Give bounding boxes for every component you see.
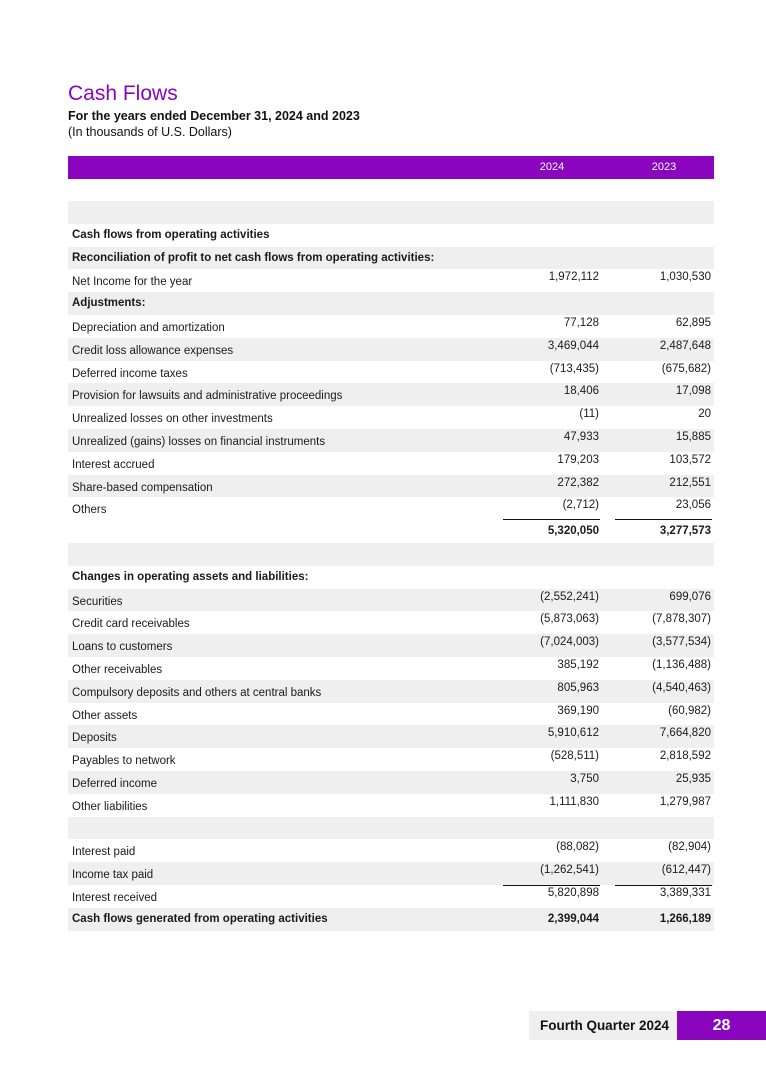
value-2024: (88,082) <box>556 841 599 854</box>
value-2024: 5,820,898 <box>547 886 599 899</box>
table-row <box>68 338 714 361</box>
row-label: Unrealized losses on other investments <box>72 413 273 426</box>
value-2023: 7,664,820 <box>659 727 711 740</box>
table-row <box>68 657 714 680</box>
value-2024: (1,262,541) <box>540 864 599 877</box>
table-row <box>68 269 714 292</box>
value-2024: (713,435) <box>549 362 599 375</box>
value-2023: 62,895 <box>675 316 711 329</box>
table-row <box>68 497 714 520</box>
row-label: Interest accrued <box>72 458 155 471</box>
table-row <box>68 429 714 452</box>
row-label: Changes in operating assets and liabilities: <box>72 570 309 583</box>
table-row-spacer <box>68 201 714 224</box>
value-2023: (82,904) <box>668 841 711 854</box>
row-label: Interest received <box>72 891 158 904</box>
table-row-section-header <box>68 292 714 315</box>
table-row-section-header <box>68 224 714 247</box>
row-label: Securities <box>72 595 123 608</box>
page-number: 28 <box>677 1011 766 1040</box>
table-row <box>68 862 714 885</box>
table-row <box>68 406 714 429</box>
value-2023: (612,447) <box>661 864 711 877</box>
table-row <box>68 839 714 862</box>
row-label: Interest paid <box>72 846 136 859</box>
value-2023: 1,279,987 <box>659 795 711 808</box>
value-2024: 272,382 <box>557 476 599 489</box>
value-2024: 5,910,612 <box>547 727 599 740</box>
row-label: Share-based compensation <box>72 481 213 494</box>
table-row-total <box>68 908 714 931</box>
value-2023: 2,818,592 <box>659 750 711 763</box>
value-2023: 23,056 <box>675 499 711 512</box>
value-2023: 20 <box>698 408 711 421</box>
row-label: Cash flows generated from operating activities <box>72 912 328 925</box>
value-2024: (7,024,003) <box>540 636 599 649</box>
table-row <box>68 680 714 703</box>
value-2023: 699,076 <box>669 590 711 603</box>
table-row <box>68 771 714 794</box>
value-2024: 3,469,044 <box>547 339 599 352</box>
row-label: Depreciation and amortization <box>72 321 225 334</box>
row-label: Credit loss allowance expenses <box>72 344 234 357</box>
row-label: Other assets <box>72 709 138 722</box>
value-2023: 3,389,331 <box>659 886 711 899</box>
value-2024: 77,128 <box>563 316 599 329</box>
table-row-spacer <box>68 817 714 840</box>
row-label: Net Income for the year <box>72 276 193 289</box>
report-period-label: Fourth Quarter 2024 <box>529 1011 677 1040</box>
table-row <box>68 885 714 908</box>
value-2024: 18,406 <box>563 385 599 398</box>
table-row-section-header <box>68 566 714 589</box>
value-2023: 1,030,530 <box>659 271 711 284</box>
column-header-2023: 2023 <box>651 161 677 173</box>
column-header-2024: 2024 <box>539 161 565 173</box>
table-row-section-header <box>68 247 714 270</box>
value-2023: (4,540,463) <box>652 681 711 694</box>
value-2023: 15,885 <box>675 430 711 443</box>
value-2024: 179,203 <box>557 453 599 466</box>
row-label: Credit card receivables <box>72 618 190 631</box>
row-label: Adjustments: <box>72 297 146 310</box>
row-label: Loans to customers <box>72 641 173 654</box>
currency-units-note: (In thousands of U.S. Dollars) <box>68 125 232 139</box>
table-row <box>68 452 714 475</box>
value-2023: 103,572 <box>669 453 711 466</box>
value-2023: (60,982) <box>668 704 711 717</box>
table-row <box>68 475 714 498</box>
table-row <box>68 611 714 634</box>
value-2024: 385,192 <box>557 658 599 671</box>
row-label: Deposits <box>72 732 117 745</box>
value-2023: 25,935 <box>675 772 711 785</box>
row-label: Unrealized (gains) losses on financial instruments <box>72 435 326 448</box>
value-2024: 1,111,830 <box>549 795 599 808</box>
table-row <box>68 361 714 384</box>
value-2023: 2,487,648 <box>659 339 711 352</box>
value-2024: 1,972,112 <box>548 271 599 284</box>
value-2024: (528,511) <box>550 750 599 763</box>
value-2023: (675,682) <box>661 362 711 375</box>
total-2023: 1,266,189 <box>659 912 711 925</box>
value-2024: (2,552,241) <box>540 590 599 603</box>
total-rule-2023 <box>615 885 712 886</box>
value-2023: 212,551 <box>669 476 711 489</box>
table-row <box>68 748 714 771</box>
subtotal-rule-2024 <box>503 519 600 520</box>
value-2024: 369,190 <box>557 704 599 717</box>
total-2024: 2,399,044 <box>547 912 599 925</box>
value-2024: 805,963 <box>557 681 599 694</box>
value-2023: 17,098 <box>675 385 711 398</box>
value-2023: (1,136,488) <box>652 658 711 671</box>
value-2024: 47,933 <box>563 430 599 443</box>
row-label: Income tax paid <box>72 869 154 882</box>
value-2023: (7,878,307) <box>652 613 711 626</box>
row-label: Compulsory deposits and others at central banks <box>72 686 322 699</box>
column-header-band <box>68 156 714 179</box>
value-2023: (3,577,534) <box>652 636 711 649</box>
subtotal-rule-2023 <box>615 519 712 520</box>
subtotal-2023: 3,277,573 <box>659 525 711 538</box>
table-row <box>68 315 714 338</box>
table-row <box>68 589 714 612</box>
value-2024: (2,712) <box>562 499 599 512</box>
table-row-spacer <box>68 543 714 566</box>
row-label: Provision for lawsuits and administrative proceedings <box>72 390 343 403</box>
cash-flow-table <box>68 201 714 931</box>
subtotal-2024: 5,320,050 <box>547 525 599 538</box>
value-2024: (11) <box>579 408 599 421</box>
page-title: Cash Flows <box>68 82 178 105</box>
value-2024: (5,873,063) <box>540 613 599 626</box>
row-label: Cash flows from operating activities <box>72 228 270 241</box>
table-row-subtotal <box>68 520 714 543</box>
row-label: Deferred income <box>72 777 158 790</box>
row-label: Payables to network <box>72 755 176 768</box>
value-2024: 3,750 <box>570 772 599 785</box>
table-row <box>68 794 714 817</box>
total-rule-2024 <box>503 885 600 886</box>
row-label: Reconciliation of profit to net cash flows from operating activities: <box>72 251 435 264</box>
table-row <box>68 703 714 726</box>
row-label: Other liabilities <box>72 800 148 813</box>
table-row <box>68 725 714 748</box>
table-row <box>68 383 714 406</box>
row-label: Other receivables <box>72 663 163 676</box>
row-label: Others <box>72 504 107 517</box>
table-row <box>68 634 714 657</box>
row-label: Deferred income taxes <box>72 367 188 380</box>
statement-period: For the years ended December 31, 2024 and 2023 <box>68 109 360 123</box>
